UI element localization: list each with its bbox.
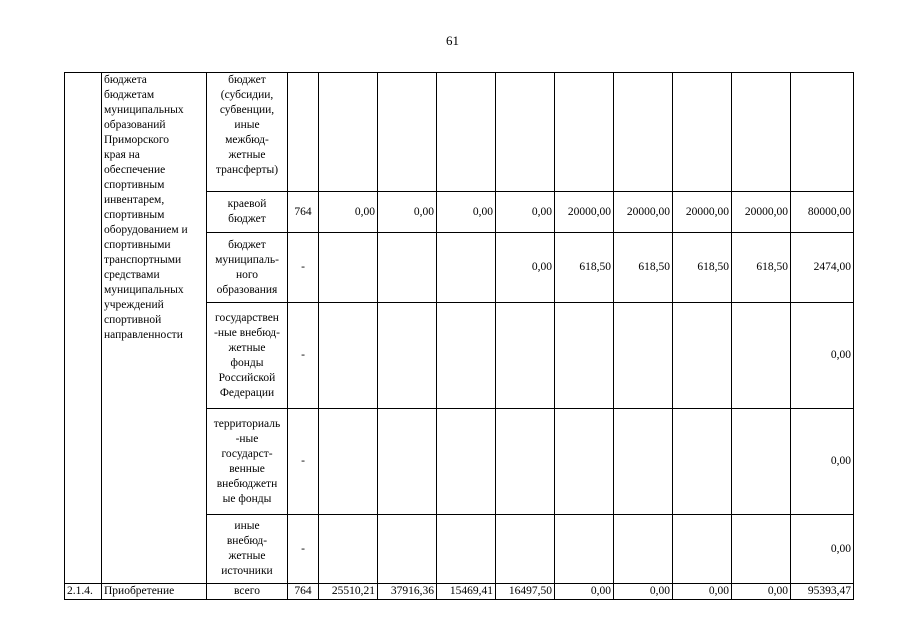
value-cell (673, 303, 732, 409)
value-cell (614, 73, 673, 192)
value-cell (378, 233, 437, 303)
code-cell: - (288, 515, 319, 584)
value-cell (319, 303, 378, 409)
funding-source-cell: территориаль -ные государст- венные внебюджетн ые фонды (207, 409, 288, 515)
value-cell: 618,50 (673, 233, 732, 303)
value-cell: 20000,00 (555, 192, 614, 233)
funding-source-cell: всего (207, 584, 288, 600)
funding-source-cell: краевой бюджет (207, 192, 288, 233)
value-cell (732, 303, 791, 409)
value-cell: 618,50 (732, 233, 791, 303)
value-cell (732, 409, 791, 515)
code-cell: - (288, 233, 319, 303)
value-cell: 618,50 (614, 233, 673, 303)
value-cell (319, 73, 378, 192)
budget-table (64, 72, 854, 600)
value-cell (555, 515, 614, 584)
value-cell: 0,00 (319, 192, 378, 233)
funding-source-cell: государствен -ные внебюд- жетные фонды Российской Федерации (207, 303, 288, 409)
value-cell (496, 73, 555, 192)
value-cell (614, 409, 673, 515)
measure-name-cell: бюджета бюджетам муниципальных образований Приморского края на обеспечение спортивным инвентарем, спортивным оборудованием и спортивными транспортными средствами муниципальных учреждений спортивной направленности (102, 73, 207, 584)
value-cell (555, 73, 614, 192)
value-cell (319, 409, 378, 515)
value-cell: 0,00 (732, 584, 791, 600)
code-cell: - (288, 303, 319, 409)
value-cell (555, 303, 614, 409)
value-cell: 37916,36 (378, 584, 437, 600)
table-row (65, 584, 854, 600)
funding-source-cell: иные внебюд- жетные источники (207, 515, 288, 584)
value-cell (437, 233, 496, 303)
page-number: 61 (446, 33, 459, 48)
value-cell: 0,00 (496, 233, 555, 303)
code-cell: 764 (288, 584, 319, 600)
value-cell: 0,00 (496, 192, 555, 233)
value-cell (673, 515, 732, 584)
total-cell: 0,00 (791, 303, 854, 409)
value-cell: 20000,00 (614, 192, 673, 233)
measure-name-cell: Приобретение (102, 584, 207, 600)
table-row (65, 73, 854, 192)
value-cell (378, 73, 437, 192)
value-cell: 20000,00 (673, 192, 732, 233)
funding-source-cell: бюджет муниципаль- ного образования (207, 233, 288, 303)
value-cell (319, 233, 378, 303)
value-cell (437, 303, 496, 409)
total-cell: 80000,00 (791, 192, 854, 233)
value-cell: 25510,21 (319, 584, 378, 600)
value-cell: 0,00 (555, 584, 614, 600)
value-cell: 20000,00 (732, 192, 791, 233)
code-cell: - (288, 409, 319, 515)
value-cell (378, 303, 437, 409)
value-cell (614, 515, 673, 584)
value-cell (673, 73, 732, 192)
value-cell: 16497,50 (496, 584, 555, 600)
value-cell (732, 515, 791, 584)
total-cell (791, 73, 854, 192)
value-cell (378, 515, 437, 584)
total-cell: 2474,00 (791, 233, 854, 303)
row-number-cell (65, 73, 102, 584)
value-cell: 0,00 (437, 192, 496, 233)
value-cell (673, 409, 732, 515)
total-cell: 0,00 (791, 515, 854, 584)
row-number-cell: 2.1.4. (65, 584, 102, 600)
value-cell (496, 515, 555, 584)
value-cell: 0,00 (378, 192, 437, 233)
value-cell (614, 303, 673, 409)
value-cell: 0,00 (673, 584, 732, 600)
value-cell (319, 515, 378, 584)
code-cell: 764 (288, 192, 319, 233)
total-cell: 95393,47 (791, 584, 854, 600)
value-cell (732, 73, 791, 192)
value-cell (496, 303, 555, 409)
value-cell (437, 409, 496, 515)
value-cell (437, 515, 496, 584)
value-cell: 0,00 (614, 584, 673, 600)
value-cell (378, 409, 437, 515)
code-cell (288, 73, 319, 192)
value-cell: 618,50 (555, 233, 614, 303)
funding-source-cell: бюджет (субсидии, субвенции, иные межбюд- жетные трансферты) (207, 73, 288, 192)
value-cell (437, 73, 496, 192)
value-cell (555, 409, 614, 515)
value-cell (496, 409, 555, 515)
value-cell: 15469,41 (437, 584, 496, 600)
total-cell: 0,00 (791, 409, 854, 515)
